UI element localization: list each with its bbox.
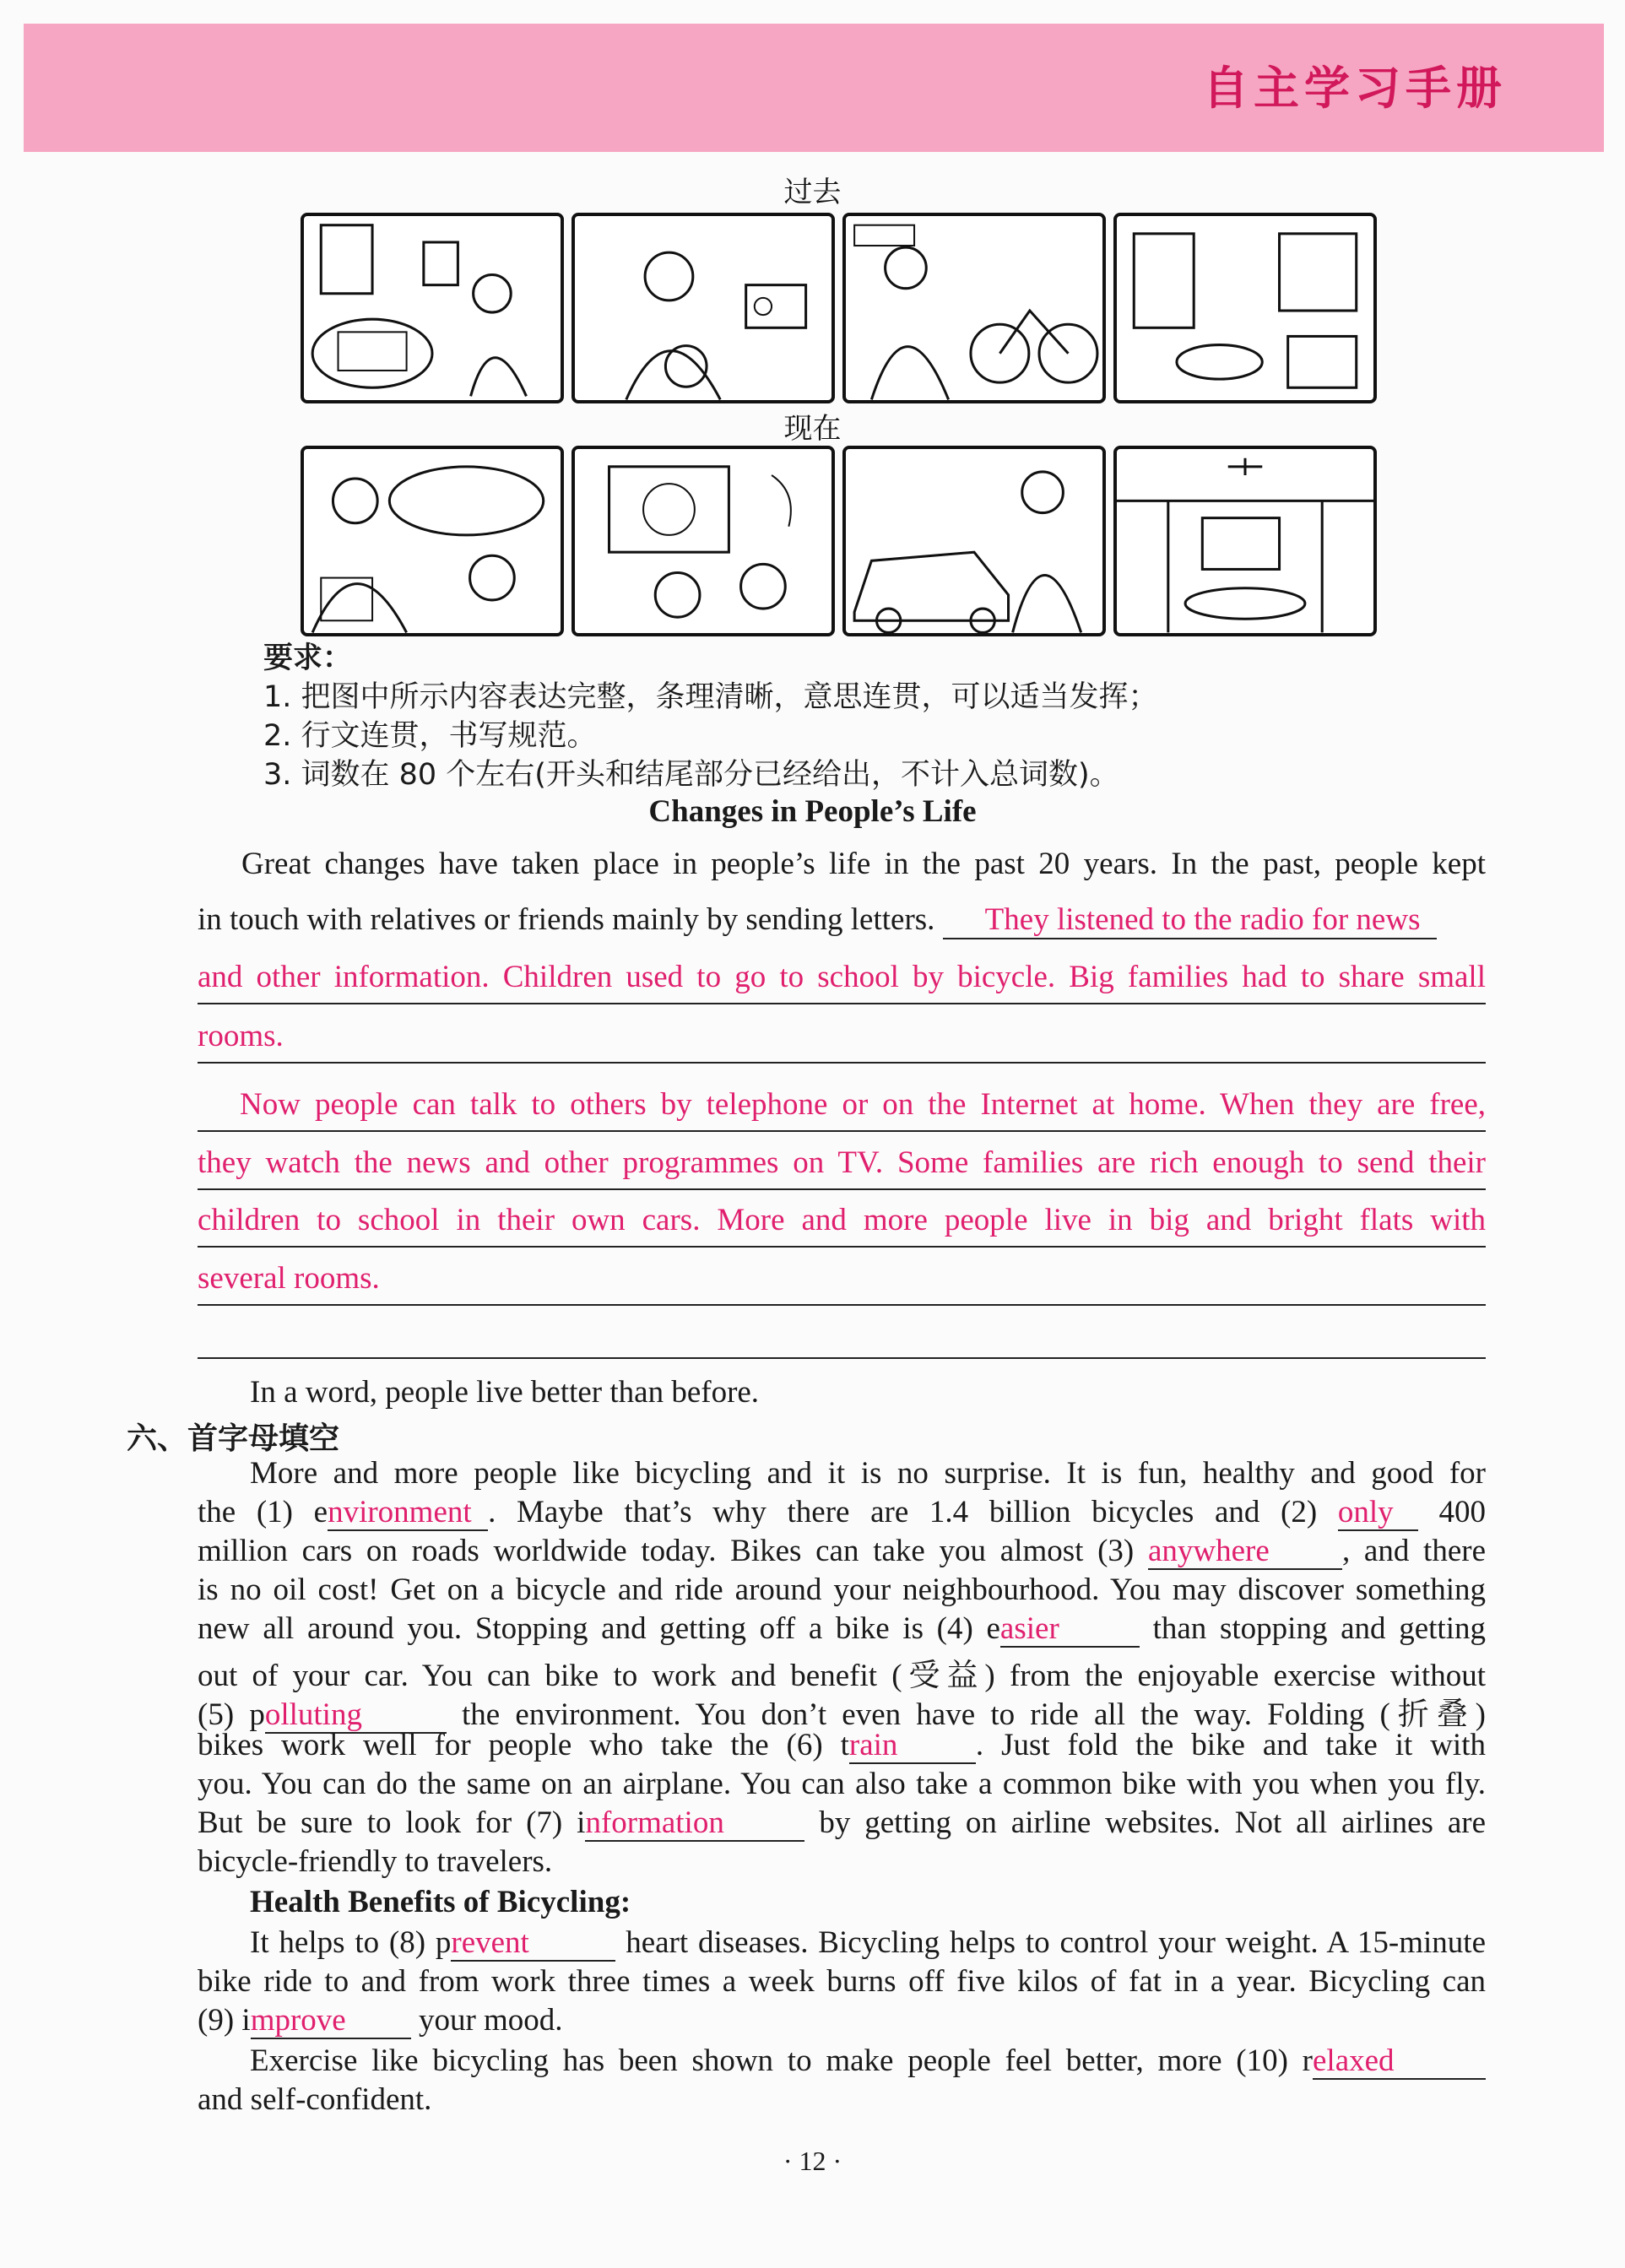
essay-blank-line — [198, 1313, 1486, 1359]
passage-line: out of your car. You can bike to work and benefit (受益) from the enjoyable exercise without — [198, 1659, 1486, 1693]
radio-listening-icon — [571, 213, 835, 403]
passage-line: It helps to (8) prevent heart diseases. Bicycling helps to control your weight. A 15-minute — [250, 1925, 1487, 1960]
essay-title: Changes in People’s Life — [648, 794, 977, 829]
tv-watching-icon — [571, 446, 835, 636]
letter-writing-icon — [301, 213, 564, 403]
answer-blank-4[interactable]: asier — [1000, 1613, 1140, 1648]
requirements-heading: 要求： — [263, 641, 353, 675]
passage-line: (5) polluting the environment. You don’t even have to ride all the way. Folding (折叠) — [198, 1697, 1486, 1732]
essay-answer: Now people can talk to others by telephone or on the Internet at home. When they are free, — [198, 1086, 1486, 1132]
answer-blank-10[interactable]: elaxed — [1313, 2045, 1486, 2080]
car-to-school-icon — [842, 446, 1106, 636]
section-heading: 六、首字母填空 — [127, 1421, 340, 1456]
essay-answer: children to school in their own cars. More and more people live in big and bright flats with — [198, 1202, 1486, 1248]
header-title: 自主学习手册 — [1203, 62, 1507, 115]
past-label: 过去 — [783, 176, 842, 209]
answer-blank-8[interactable]: revent — [451, 1927, 615, 1962]
essay-answer: several rooms. — [198, 1260, 1486, 1306]
now-label: 现在 — [783, 412, 842, 446]
small-room-icon — [1113, 213, 1377, 403]
answer-blank-3[interactable]: anywhere — [1148, 1535, 1342, 1570]
essay-answer: and other information. Children used to go to school by bicycle. Big families had to share small — [198, 959, 1486, 1004]
passage-line: But be sure to look for (7) information by getting on airline websites. Not all airlines are — [198, 1805, 1486, 1840]
requirement-item: 2. 行文连贯，书写规范。 — [263, 719, 597, 753]
answer-blank-6[interactable]: rain — [849, 1729, 976, 1764]
passage-line: is no oil cost! Get on a bicycle and ride around your neighbourhood. You may discover something — [198, 1572, 1486, 1607]
passage-line: bike ride to and from work three times a week burns off five kilos of fat in a year. Bicycling can — [198, 1964, 1486, 1999]
passage-line: you. You can do the same on an airplane. You can also take a common bike with you when you fly. — [198, 1767, 1486, 1801]
essay-answer: they watch the news and other programmes on TV. Some families are rich enough to send their — [198, 1145, 1486, 1190]
telephone-internet-icon — [301, 446, 564, 636]
passage-line: million cars on roads worldwide today. Bikes can take you almost (3) anywhere , and there — [198, 1534, 1487, 1568]
passage-line: and self-confident. — [198, 2082, 432, 2117]
answer-blank-1[interactable]: nvironment — [328, 1497, 488, 1531]
passage-line: More and more people like bicycling and it is no surprise. It is fun, healthy and good for — [250, 1456, 1486, 1491]
answer-blank-7[interactable]: nformation — [585, 1807, 804, 1842]
essay-intro-end: in touch with relatives or friends mainly by sending letters. — [198, 902, 935, 937]
essay-answer: rooms. — [198, 1018, 1486, 1064]
big-flat-icon — [1113, 446, 1377, 636]
essay-line — [198, 901, 1486, 939]
requirement-item: 1. 把图中所示内容表达完整，条理清晰，意思连贯，可以适当发挥； — [263, 680, 1158, 714]
passage-line: bicycle-friendly to travelers. — [198, 1844, 553, 1879]
requirement-item: 3. 词数在 80 个左右(开头和结尾部分已经给出，不计入总词数)。 — [263, 758, 1119, 792]
subheading: Health Benefits of Bicycling: — [250, 1885, 631, 1919]
essay-intro: Great changes have taken place in people’s life in the past 20 years. In the past, people kept — [241, 847, 1486, 881]
page-number: · 12 · — [783, 2146, 842, 2176]
bicycle-to-school-icon — [842, 213, 1106, 403]
answer-blank-2[interactable]: only — [1338, 1497, 1418, 1531]
passage-line: Exercise like bicycling has been shown to make people feel better, more (10) relaxed — [250, 2043, 1486, 2080]
answer-blank-5[interactable]: olluting — [265, 1699, 447, 1734]
passage-line: new all around you. Stopping and getting off a bike is (4) easier than stopping and getting — [198, 1611, 1486, 1646]
answer-blank-9[interactable]: mprove — [251, 2005, 411, 2039]
passage-line: bikes work well for people who take the (6) train . Just fold the bike and take it with — [198, 1728, 1486, 1762]
essay-ending: In a word, people live better than before. — [250, 1375, 760, 1410]
essay-answer: They listened to the radio for news — [943, 901, 1437, 939]
passage-line: the (1) environment . Maybe that’s why there are 1.4 billion bicycles and (2) only 400 — [198, 1495, 1486, 1529]
passage-line: (9) improve your mood. — [198, 2003, 563, 2038]
